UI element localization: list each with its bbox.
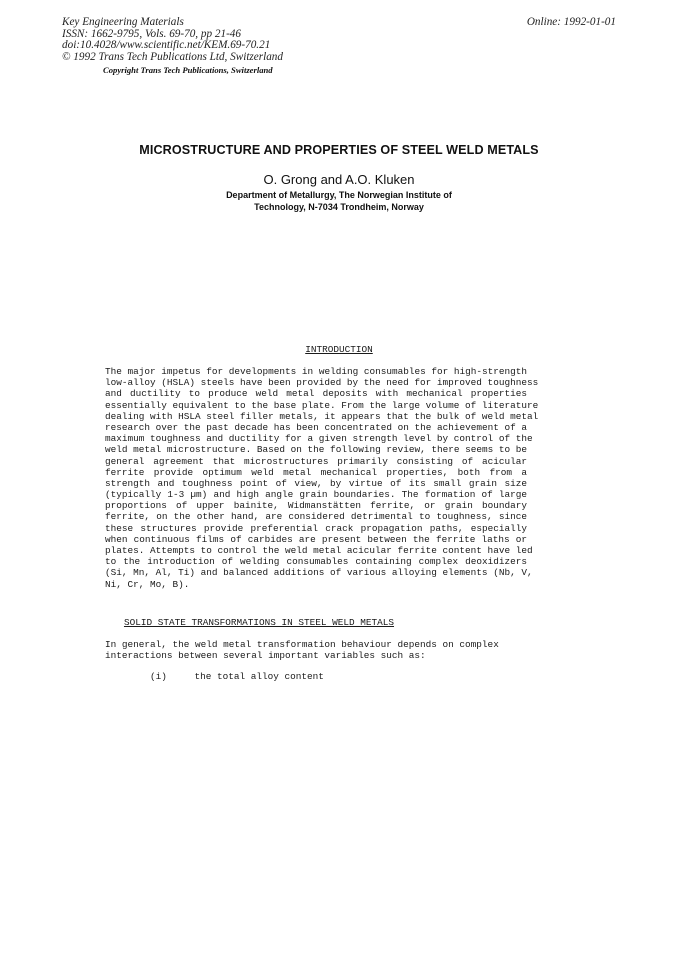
paragraph-line: to the introduction of welding consumables containing complex deoxidizers [105, 556, 527, 568]
paragraph-line: Ni, Cr, Mo, B). [105, 578, 190, 590]
paragraph-line: essentially equivalent to the base plate. From the large volume of literature [105, 399, 539, 411]
list-item [150, 671, 324, 682]
paragraph-line: The major impetus for developments in welding consumables for high-strength [105, 366, 527, 377]
paragraph-line: and ductility to produce weld metal deposits with mechanical properties [105, 388, 527, 400]
section-heading-solid-state: SOLID STATE TRANSFORMATIONS IN STEEL WELD METALS [123, 617, 395, 628]
introduction-paragraph [105, 366, 539, 590]
solid-state-paragraph [105, 639, 527, 661]
paragraph-line: (Si, Mn, Al, Ti) and balanced additions of various alloying elements (Nb, V, [105, 567, 533, 579]
paragraph-line: interactions between several important variables such as: [105, 650, 426, 662]
publisher-line: © 1992 Trans Tech Publications Ltd, Switzerland [62, 50, 283, 63]
affiliation [0, 190, 678, 213]
paragraph-line: (typically 1-3 µm) and high angle grain boundaries. The formation of large [105, 489, 527, 501]
paragraph-line: weld metal microstructure. Based on the following review, there seems to be [105, 444, 527, 456]
list-item-text: the total alloy content [194, 671, 324, 682]
paragraph-line: ferrite provide optimum weld metal mechanical properties, both from a [105, 466, 527, 478]
journal-name: Key Engineering Materials [62, 16, 184, 28]
paragraph-line: maximum toughness and ductility for a given strength level by control of the [105, 433, 533, 445]
affiliation-line: Technology, N-7034 Trondheim, Norway [254, 201, 424, 212]
paragraph-line: strength and toughness point of view, by virtue of its small grain size [105, 477, 527, 489]
list-item-number: (i) [150, 671, 167, 682]
paragraph-line: ferrite, on the other hand, are considered detrimental to toughness, since [105, 511, 527, 523]
paragraph-line: plates. Attempts to control the weld metal acicular ferrite content have led [105, 545, 533, 556]
paragraph-line: general agreement that microstructures primarily consisting of acicular [105, 455, 527, 467]
paragraph-line: proportions of upper bainite, Widmanstätten ferrite, or grain boundary [105, 500, 527, 512]
journal-meta [62, 17, 283, 63]
paragraph-line: these structures provide preferential crack propagation paths, especially [105, 522, 527, 534]
online-date: Online: 1992-01-01 [526, 16, 616, 28]
paragraph-line: dealing with HSLA steel filler metals, it appears that the bulk of weld metal [105, 410, 539, 422]
paragraph-line: In general, the weld metal transformation behaviour depends on complex [105, 639, 499, 650]
section-heading-introduction: INTRODUCTION [305, 344, 373, 355]
paragraph-line: low-alloy (HSLA) steels have been provided by the need for improved toughness [105, 377, 539, 389]
copyright-line: Copyright Trans Tech Publications, Switzerland [103, 65, 273, 75]
paper-title: MICROSTRUCTURE AND PROPERTIES OF STEEL WELD METALS [139, 143, 539, 157]
paragraph-line: when continuous films of carbides are present between the ferrite laths or [105, 533, 527, 545]
affiliation-line: Department of Metallurgy, The Norwegian Institute of [226, 190, 452, 200]
doi-line: doi:10.4028/www.scientific.net/KEM.69-70.21 [62, 39, 271, 52]
paragraph-line: research over the past decade has been concentrated on the achievement of a [105, 421, 527, 433]
issn-line: ISSN: 1662-9795, Vols. 69-70, pp 21-46 [62, 27, 241, 40]
paper-authors: O. Grong and A.O. Kluken [263, 172, 415, 187]
